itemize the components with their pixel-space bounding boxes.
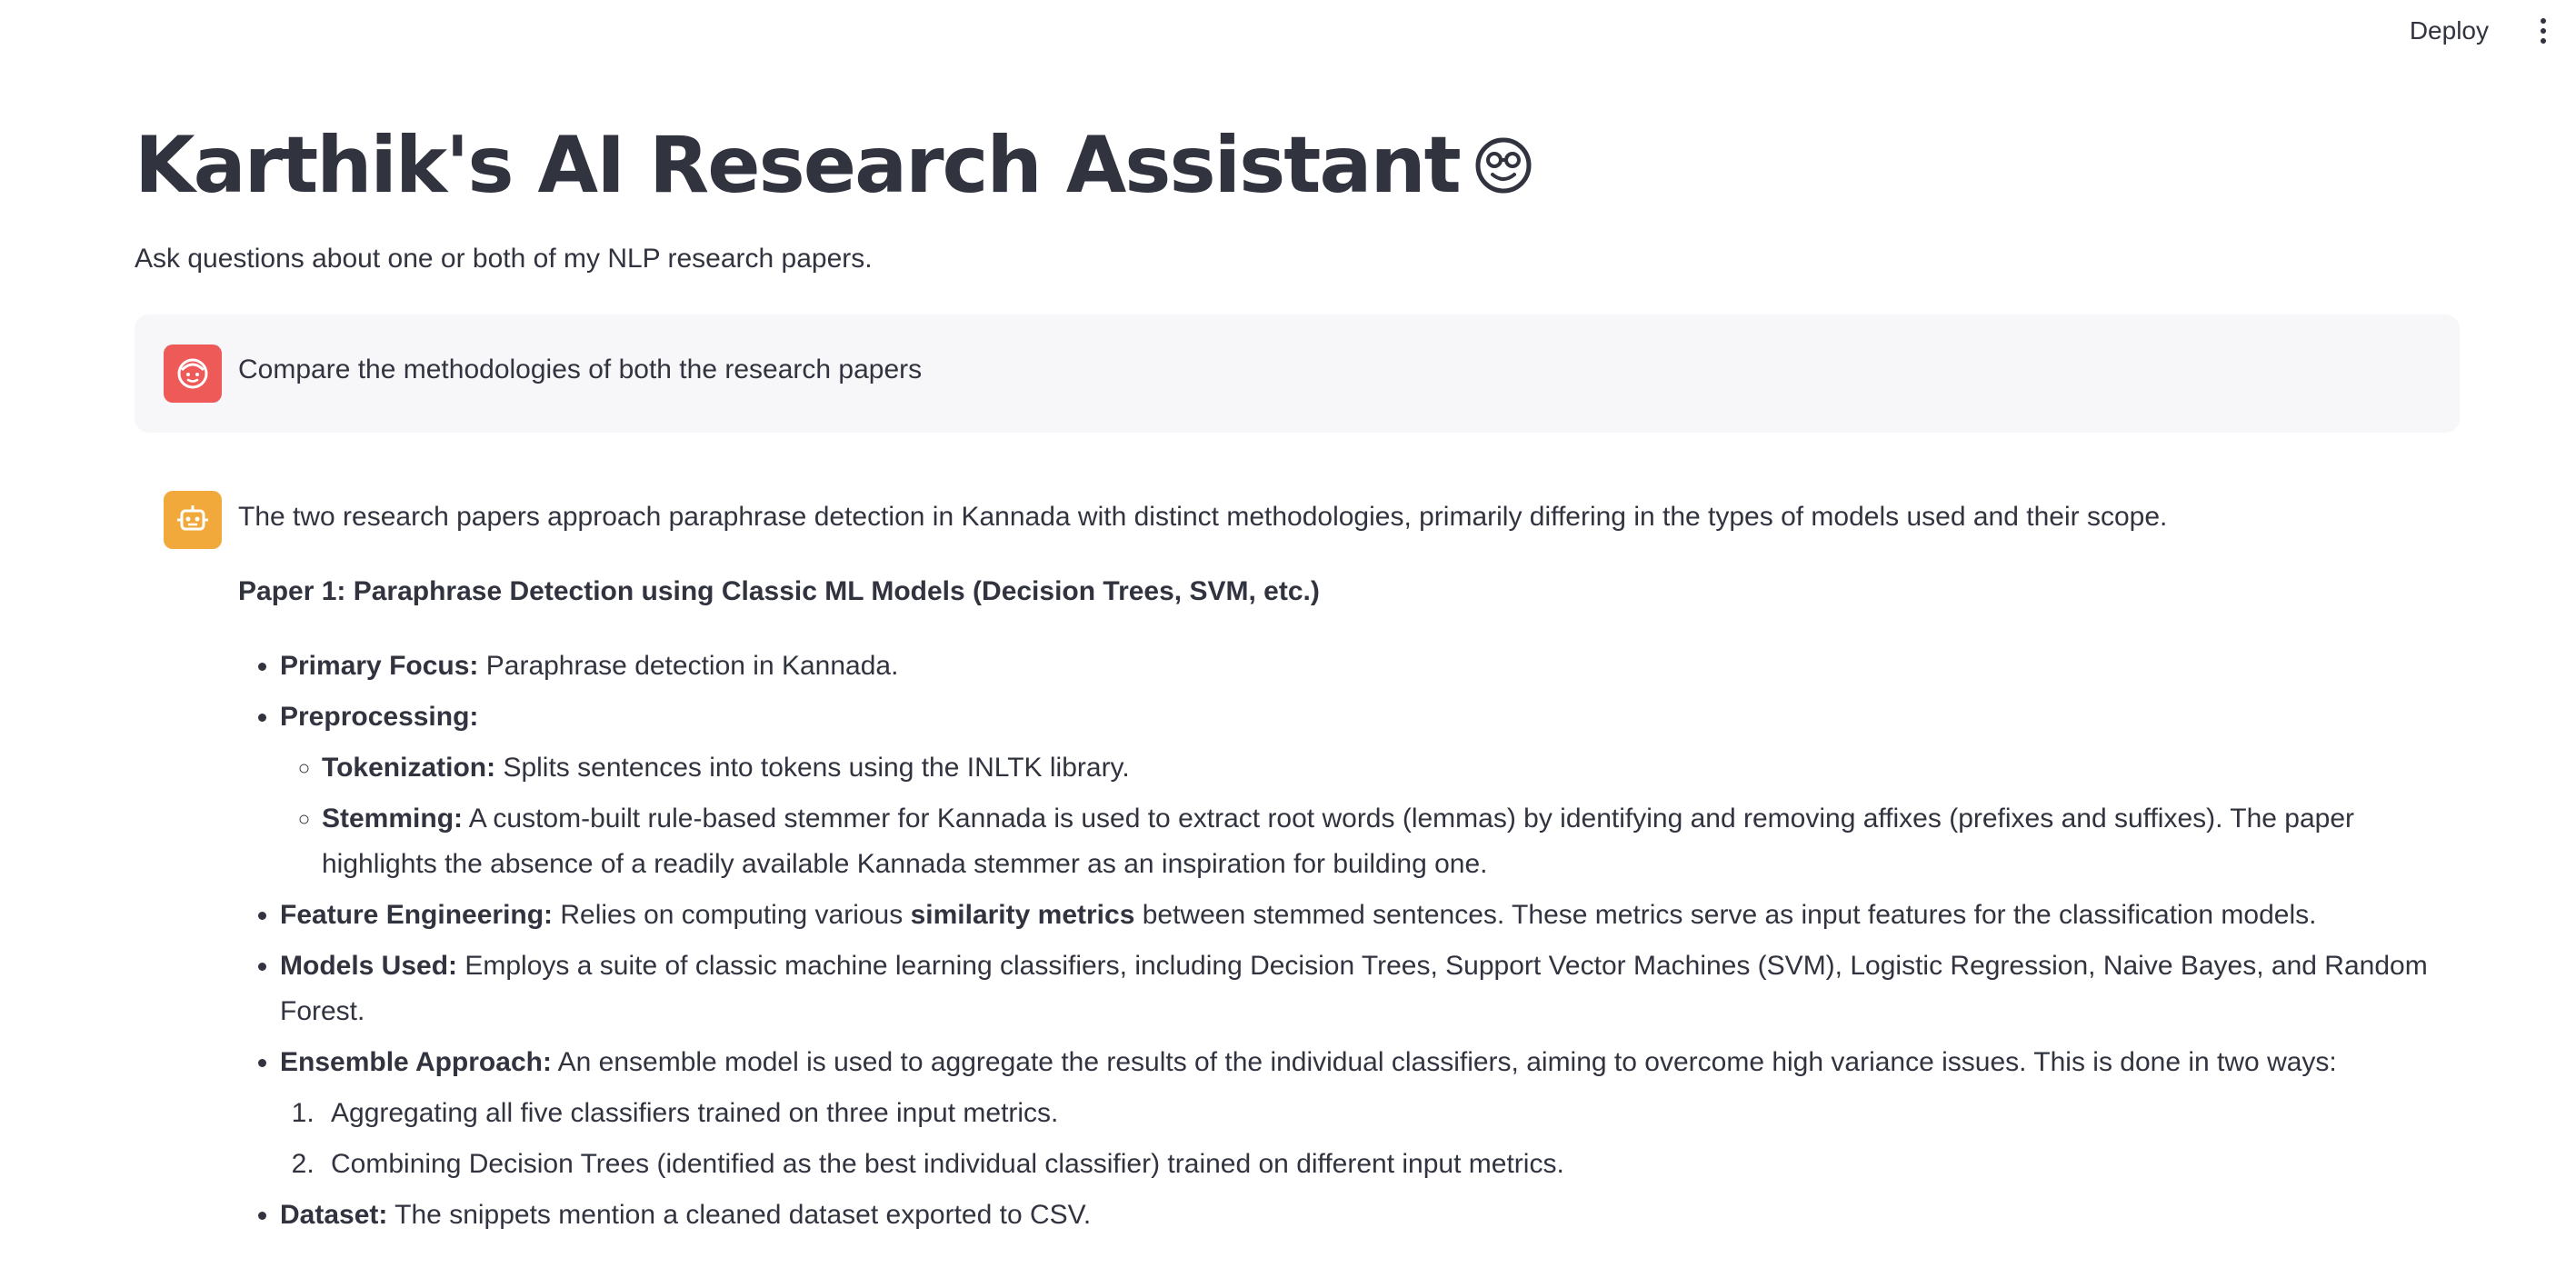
paper1-heading: Paper 1: Paraphrase Detection using Classic ML Models (Decision Trees, SVM, etc.) — [238, 576, 1320, 606]
user-chat-message — [135, 315, 2460, 433]
list-item-ensemble-way: 1. Aggregating all five classifiers trained on three input metrics. — [322, 1091, 2438, 1136]
paper1-bullet-list — [238, 644, 2438, 1085]
top-bar — [0, 0, 2576, 62]
menu-dot — [2541, 28, 2546, 34]
item-label: Dataset: — [280, 1200, 388, 1230]
user-message-text: Compare the methodologies of both the research papers — [238, 354, 923, 384]
item-label: Models Used: — [280, 951, 458, 981]
paper1-bullet-list-continued — [238, 1193, 2438, 1238]
item-label: Primary Focus: — [280, 651, 479, 681]
item-label: Ensemble Approach: — [280, 1047, 552, 1077]
item-text: Splits sentences into tokens using the INLTK library. — [495, 753, 1130, 783]
list-item-ensemble-way: 2. Combining Decision Trees (identified as the best individual classifier) trained on different input metrics. — [322, 1142, 2438, 1187]
item-text: A custom-built rule-based stemmer for Kannada is used to extract root words (lemmas) by identifying and removing affixes (prefixes and suffixes). The paper highlights the absence of a readily available Kannada stemmer as an inspiration for building one. — [322, 804, 2355, 879]
assistant-message-body — [238, 494, 2438, 1243]
item-label: Tokenization: — [322, 753, 496, 783]
assistant-intro: The two research papers approach paraphrase detection in Kannada with distinct methodologies, primarily differing in the types of models used and their scope. — [238, 502, 2168, 532]
list-item-models-used — [280, 944, 2438, 1034]
menu-dot — [2541, 18, 2546, 24]
nerd-face-icon — [1474, 136, 1533, 195]
list-item-dataset — [280, 1193, 2438, 1238]
list-item-stemming — [322, 796, 2438, 887]
item-label: Stemming: — [322, 804, 464, 834]
robot-icon — [175, 502, 211, 538]
item-text: An ensemble model is used to aggregate the results of the individual classifiers, aiming to overcome high variance issues. This is done in two ways: — [551, 1047, 2337, 1077]
preprocessing-sublist — [280, 745, 2438, 887]
deploy-button[interactable]: Deploy — [2397, 13, 2501, 49]
list-item-primary-focus — [280, 644, 2438, 689]
page-subtitle: Ask questions about one or both of my NLP research papers. — [135, 244, 873, 274]
item-text: Relies on computing various — [553, 900, 911, 930]
item-text: The snippets mention a cleaned dataset exported to CSV. — [387, 1200, 1092, 1230]
list-item-ensemble — [280, 1040, 2438, 1085]
list-item-feature-engineering — [280, 893, 2438, 938]
item-emphasis: similarity metrics — [910, 900, 1135, 930]
menu-dot — [2541, 38, 2546, 44]
item-label: Preprocessing: — [280, 702, 479, 732]
kebab-menu-icon[interactable] — [2532, 16, 2554, 45]
page-title: Karthik's AI Research Assistant — [135, 120, 1460, 211]
ensemble-ways-list — [280, 1091, 2438, 1187]
list-item-tokenization — [322, 745, 2438, 791]
item-text: between stemmed sentences. These metrics serve as input features for the classification models. — [1134, 900, 2317, 930]
list-item-preprocessing — [280, 694, 2438, 887]
item-text: Paraphrase detection in Kannada. — [478, 651, 899, 681]
title-row — [135, 111, 1533, 220]
item-text: Employs a suite of classic machine learning classifiers, including Decision Trees, Support Vector Machines (SVM), Logistic Regression, Naive Bayes, and Random Forest. — [280, 951, 2428, 1026]
item-label: Feature Engineering: — [280, 900, 554, 930]
assistant-avatar — [164, 491, 222, 549]
user-face-icon — [175, 355, 211, 392]
user-avatar — [164, 344, 222, 403]
